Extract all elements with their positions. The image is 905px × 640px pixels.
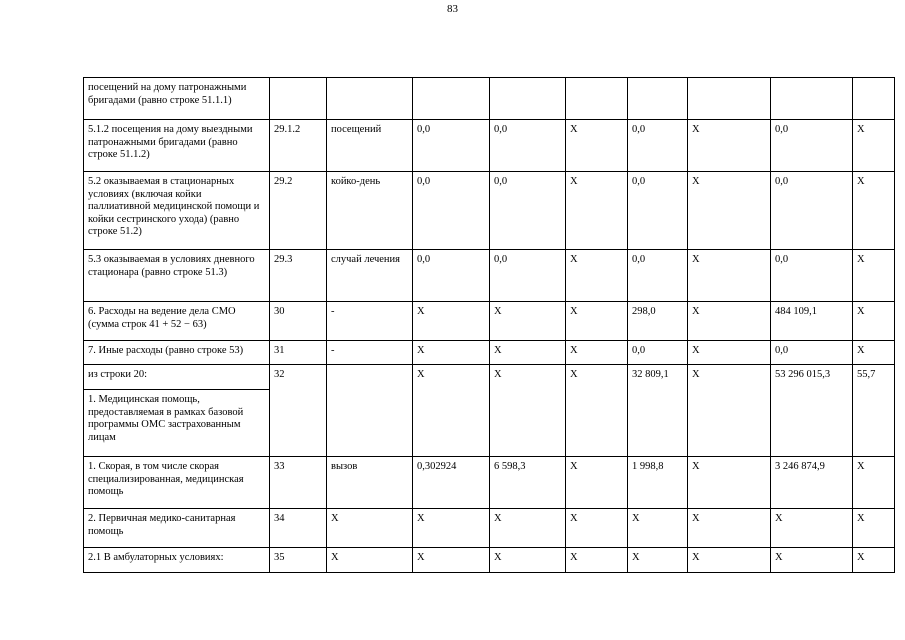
value-cell: 1 998,8 — [628, 457, 688, 509]
value-cell: 0,0 — [771, 250, 853, 302]
value-cell: X — [490, 341, 566, 365]
value-cell: X — [413, 302, 490, 341]
row-unit-cell: - — [327, 341, 413, 365]
value-cell: X — [566, 120, 628, 172]
value-cell: 0,0 — [490, 120, 566, 172]
row-code-cell: 33 — [270, 457, 327, 509]
row-unit-cell: - — [327, 302, 413, 341]
value-cell: X — [688, 341, 771, 365]
row-name-cell: из строки 20: — [84, 365, 270, 390]
table-row — [84, 172, 895, 250]
value-cell: X — [853, 120, 895, 172]
value-cell: X — [853, 250, 895, 302]
row-code-cell: 35 — [270, 548, 327, 573]
value-cell: X — [688, 120, 771, 172]
value-cell: 0,0 — [628, 250, 688, 302]
page-number: 83 — [447, 3, 458, 15]
value-cell: X — [566, 302, 628, 341]
value-cell: X — [688, 509, 771, 548]
table-row — [84, 509, 895, 548]
value-cell — [413, 78, 490, 120]
value-cell: 0,0 — [771, 120, 853, 172]
table-row — [84, 457, 895, 509]
row-name-cell: 2. Первичная медико-санитарная помощь — [84, 509, 270, 548]
data-table — [83, 77, 895, 573]
row-code-cell: 29.1.2 — [270, 120, 327, 172]
row-unit-cell: X — [327, 509, 413, 548]
value-cell: X — [490, 365, 566, 457]
value-cell: X — [688, 172, 771, 250]
value-cell: X — [413, 548, 490, 573]
row-unit-cell: вызов — [327, 457, 413, 509]
row-unit-cell — [327, 365, 413, 457]
value-cell: X — [566, 341, 628, 365]
row-name-cell: 5.2 оказываемая в стационарных условиях (включая койки паллиативной медицинской помощи и койки сестринского ухода) (равно строке 51.2) — [84, 172, 270, 250]
value-cell: 0,0 — [490, 250, 566, 302]
row-code-cell: 32 — [270, 365, 327, 457]
value-cell: X — [853, 548, 895, 573]
value-cell: X — [566, 548, 628, 573]
value-cell — [771, 78, 853, 120]
row-code-cell: 30 — [270, 302, 327, 341]
row-unit-cell: посещений — [327, 120, 413, 172]
value-cell: 0,302924 — [413, 457, 490, 509]
row-unit-cell: X — [327, 548, 413, 573]
value-cell: X — [628, 509, 688, 548]
value-cell: X — [688, 365, 771, 457]
table-row — [84, 78, 895, 120]
row-name-cell: 7. Иные расходы (равно строке 53) — [84, 341, 270, 365]
row-code-cell: 29.3 — [270, 250, 327, 302]
value-cell: 0,0 — [413, 250, 490, 302]
value-cell: 6 598,3 — [490, 457, 566, 509]
table-row — [84, 250, 895, 302]
row-name-cell: 1. Медицинская помощь, предоставляемая в рамках базовой программы ОМС застрахованным лицам — [84, 390, 270, 457]
table-body — [84, 78, 895, 573]
value-cell: 0,0 — [628, 341, 688, 365]
row-unit-cell: случай лечения — [327, 250, 413, 302]
value-cell: X — [688, 548, 771, 573]
table-row — [84, 120, 895, 172]
row-name-cell: 2.1 В амбулаторных условиях: — [84, 548, 270, 573]
value-cell: 32 809,1 — [628, 365, 688, 457]
row-name-cell: 6. Расходы на ведение дела СМО (сумма строк 41 + 52 − 63) — [84, 302, 270, 341]
row-unit-cell: койко-день — [327, 172, 413, 250]
row-name-cell: 5.1.2 посещения на дому выездными патронажными бригадами (равно строке 51.1.2) — [84, 120, 270, 172]
value-cell — [566, 78, 628, 120]
value-cell: X — [566, 365, 628, 457]
value-cell: X — [688, 457, 771, 509]
value-cell: X — [566, 172, 628, 250]
value-cell: X — [490, 302, 566, 341]
value-cell: X — [413, 509, 490, 548]
value-cell: X — [688, 302, 771, 341]
value-cell: X — [853, 457, 895, 509]
value-cell: X — [853, 509, 895, 548]
value-cell: 0,0 — [628, 120, 688, 172]
value-cell: 0,0 — [413, 120, 490, 172]
row-code-cell: 34 — [270, 509, 327, 548]
value-cell: X — [490, 548, 566, 573]
table-row — [84, 341, 895, 365]
table-row — [84, 302, 895, 341]
value-cell: 0,0 — [413, 172, 490, 250]
value-cell: 484 109,1 — [771, 302, 853, 341]
value-cell: 3 246 874,9 — [771, 457, 853, 509]
table-row — [84, 548, 895, 573]
value-cell: X — [413, 341, 490, 365]
value-cell: X — [853, 341, 895, 365]
value-cell: X — [566, 509, 628, 548]
row-code-cell: 29.2 — [270, 172, 327, 250]
row-code-cell — [270, 78, 327, 120]
value-cell: 53 296 015,3 — [771, 365, 853, 457]
value-cell: 298,0 — [628, 302, 688, 341]
value-cell: 0,0 — [771, 341, 853, 365]
value-cell: X — [771, 548, 853, 573]
row-name-cell: 5.3 оказываемая в условиях дневного стационара (равно строке 51.3) — [84, 250, 270, 302]
value-cell: X — [688, 250, 771, 302]
row-unit-cell — [327, 78, 413, 120]
row-code-cell: 31 — [270, 341, 327, 365]
value-cell: X — [771, 509, 853, 548]
value-cell: X — [853, 172, 895, 250]
value-cell: 55,7 — [853, 365, 895, 457]
value-cell: X — [853, 302, 895, 341]
value-cell: 0,0 — [771, 172, 853, 250]
value-cell: X — [566, 457, 628, 509]
value-cell — [853, 78, 895, 120]
value-cell — [490, 78, 566, 120]
value-cell — [628, 78, 688, 120]
value-cell — [688, 78, 771, 120]
value-cell: X — [490, 509, 566, 548]
row-name-cell: посещений на дому патронажными бригадами (равно строке 51.1.1) — [84, 78, 270, 120]
value-cell: X — [628, 548, 688, 573]
value-cell: 0,0 — [628, 172, 688, 250]
value-cell: X — [566, 250, 628, 302]
table-row — [84, 365, 895, 390]
row-name-cell: 1. Скорая, в том числе скорая специализированная, медицинская помощь — [84, 457, 270, 509]
value-cell: X — [413, 365, 490, 457]
value-cell: 0,0 — [490, 172, 566, 250]
